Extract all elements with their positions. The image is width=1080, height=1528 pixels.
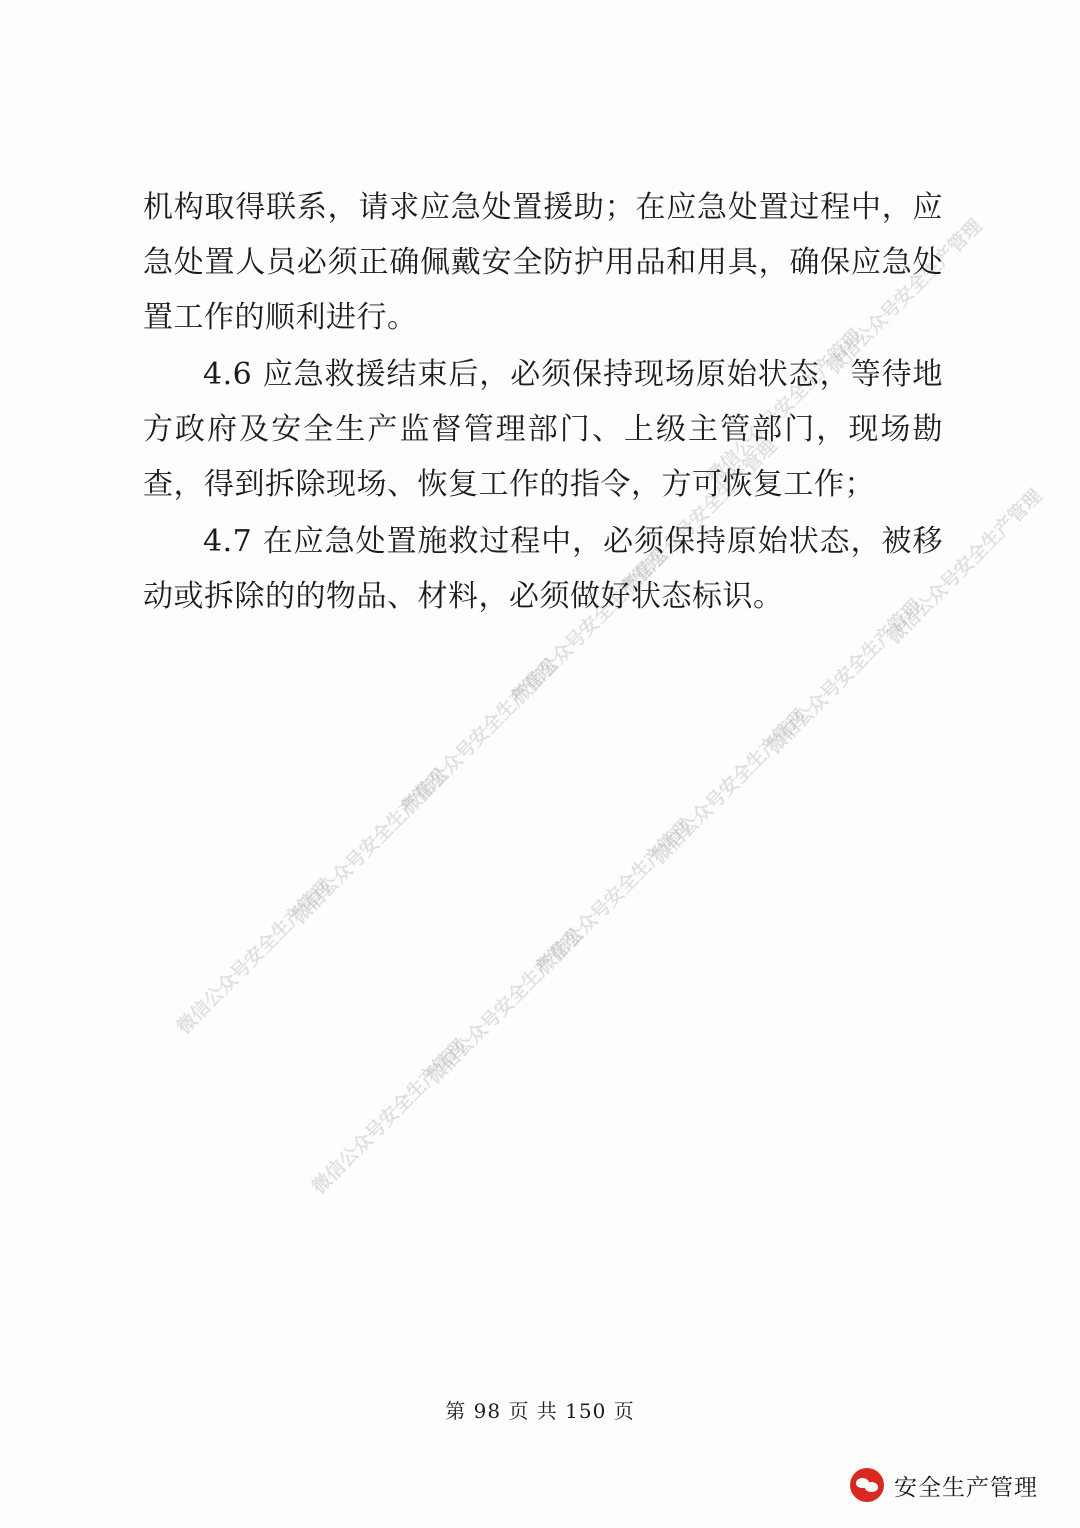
watermark-text: 微信公众号安全生产管理: [532, 815, 697, 979]
watermark-text: 微信公众号安全生产管理: [172, 875, 337, 1039]
paragraph-4-7: 4.7 在应急处置施救过程中，必须保持原始状态，被移动或拆除的的物品、材料，必须做好状态标识。: [143, 524, 943, 614]
brand-name: 安全生产管理: [894, 1474, 1038, 1501]
watermark-text: 微信公众号安全生产管理: [702, 325, 867, 489]
watermark-text: 微信公众号安全生产管理: [617, 435, 782, 599]
watermark-text: 微信公众号安全生产管理: [422, 925, 587, 1089]
watermark-text: 微信公众号安全生产管理: [762, 595, 927, 759]
watermark-text: 微信公众号安全生产管理: [307, 1035, 472, 1199]
brand-footer: [850, 1468, 1038, 1502]
watermark-text: 微信公众号安全生产管理: [647, 705, 812, 869]
watermark-text: 微信公众号安全生产管理: [882, 485, 1047, 649]
wechat-icon: [850, 1468, 884, 1502]
watermark-text: 微信公众号安全生产管理: [822, 215, 987, 379]
watermark-text: 微信公众号安全生产管理: [397, 655, 562, 819]
page-number: 第 98 页 共 150 页: [445, 1399, 635, 1423]
watermark-text: 微信公众号安全生产管理: [287, 765, 452, 929]
paragraph-continued: 机构取得联系，请求应急处置援助；在应急处置过程中，应急处置人员必须正确佩戴安全防护用品和用具，确保应急处置工作的顺利进行。: [143, 190, 943, 335]
watermark-text: 微信公众号安全生产管理: [507, 545, 672, 709]
document-body: [143, 180, 943, 626]
paragraph-4-6: 4.6 应急救援结束后，必须保持现场原始状态，等待地方政府及安全生产监督管理部门、上级主管部门，现场勘查，得到拆除现场、恢复工作的指令，方可恢复工作；: [143, 357, 943, 502]
